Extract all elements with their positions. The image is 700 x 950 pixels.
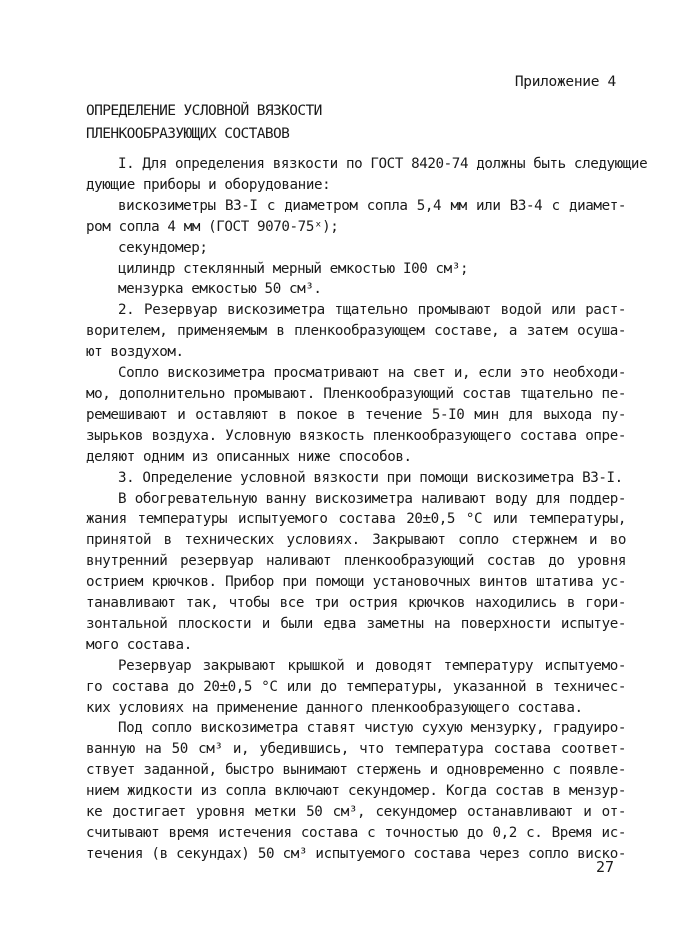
text-line: внутренний резервуар наливают пленкообразующий состав до уровня — [86, 553, 626, 570]
text-line: ворителем, применяемым в пленкообразующем составе, а затем осуша- — [86, 323, 626, 340]
text-line: 3. Определение условной вязкости при помощи вискозиметра ВЗ-I. — [118, 469, 623, 486]
text-line: го состава до 20±0,5 °С или до температуры, указанной в техничес- — [86, 678, 626, 695]
text-line: ремешивают и оставляют в покое в течение 5-I0 мин для выхода пу- — [86, 406, 626, 423]
text-line: ром сопла 4 мм (ГОСТ 9070-75ˣ); — [86, 218, 339, 235]
text-line: мо, дополнительно промывают. Пленкообразующий состав тщательно пе- — [86, 385, 626, 402]
document-title — [86, 100, 322, 146]
text-line: Сопло вискозиметра просматривают на свет и, если это необходи- — [118, 365, 626, 382]
text-line: Под сопло вискозиметра ставят чистую сухую мензурку, градуиро- — [118, 720, 626, 737]
page-number: 27 — [595, 858, 614, 876]
text-line: жания температуры испытуемого состава 20±0,5 °С или температуры, — [86, 511, 626, 528]
text-line: мензурка емкостью 50 см³. — [118, 281, 322, 298]
appendix-label: Приложение 4 — [514, 74, 616, 90]
title-line-2: ПЛЕНКООБРАЗУЮЩИХ СОСТАВОВ — [86, 126, 290, 142]
text-line: ке достигает уровня метки 50 см³, секундомер останавливают и от- — [86, 804, 626, 821]
text-line: считывают время истечения состава с точностью до 0,2 с. Время ис- — [86, 825, 626, 841]
text-line: нием жидкости из сопла включают секундомер. Когда состав в мензур- — [86, 783, 626, 800]
text-line: I. Для определения вязкости по ГОСТ 8420-74 должны быть следующие — [118, 156, 648, 172]
text-line: танавливают так, чтобы все три острия крючков находились в гори- — [86, 595, 626, 612]
text-line: вискозиметры ВЗ-I с диаметром сопла 5,4 мм или ВЗ-4 с диамет- — [118, 197, 626, 214]
text-line: цилиндр стеклянный мерный емкостью I00 см³; — [118, 260, 469, 277]
text-line: ванную на 50 см³ и, убедившись, что температура состава соответ- — [86, 741, 626, 758]
text-line: 2. Резервуар вискозиметра тщательно промывают водой или раст- — [118, 302, 626, 319]
text-line: мого состава. — [86, 636, 192, 653]
text-line: зонтальной плоскости и были едва заметны на поверхности испытуе- — [86, 615, 626, 632]
text-line: деляют одним из описанных ниже способов. — [86, 448, 412, 465]
text-line: принятой в технических условиях. Закрывают сопло стержнем и во — [86, 532, 626, 549]
body-text — [86, 154, 648, 865]
text-line: секундомер; — [118, 239, 208, 256]
text-line: дующие приборы и оборудование: — [86, 176, 331, 193]
title-line-1: ОПРЕДЕЛЕНИЕ УСЛОВНОЙ ВЯЗКОСТИ — [86, 103, 322, 119]
text-line: течения (в секундах) 50 см³ испытуемого состава через сопло виско- — [86, 845, 626, 862]
text-line: ких условиях на применение данного пленкообразующего состава. — [86, 699, 583, 716]
text-line: зырьков воздуха. Условную вязкость пленкообразующего состава опре- — [86, 427, 626, 444]
text-line: ствует заданной, быстро вынимают стержень и одновременно с появле- — [86, 762, 626, 779]
text-line: Резервуар закрывают крышкой и доводят температуру испытуемо- — [118, 657, 626, 674]
text-line: В обогревательную ванну вискозиметра наливают воду для поддер- — [118, 490, 626, 507]
text-line: ют воздухом. — [86, 344, 184, 361]
text-line: острием крючков. Прибор при помощи установочных винтов штатива ус- — [86, 574, 626, 591]
